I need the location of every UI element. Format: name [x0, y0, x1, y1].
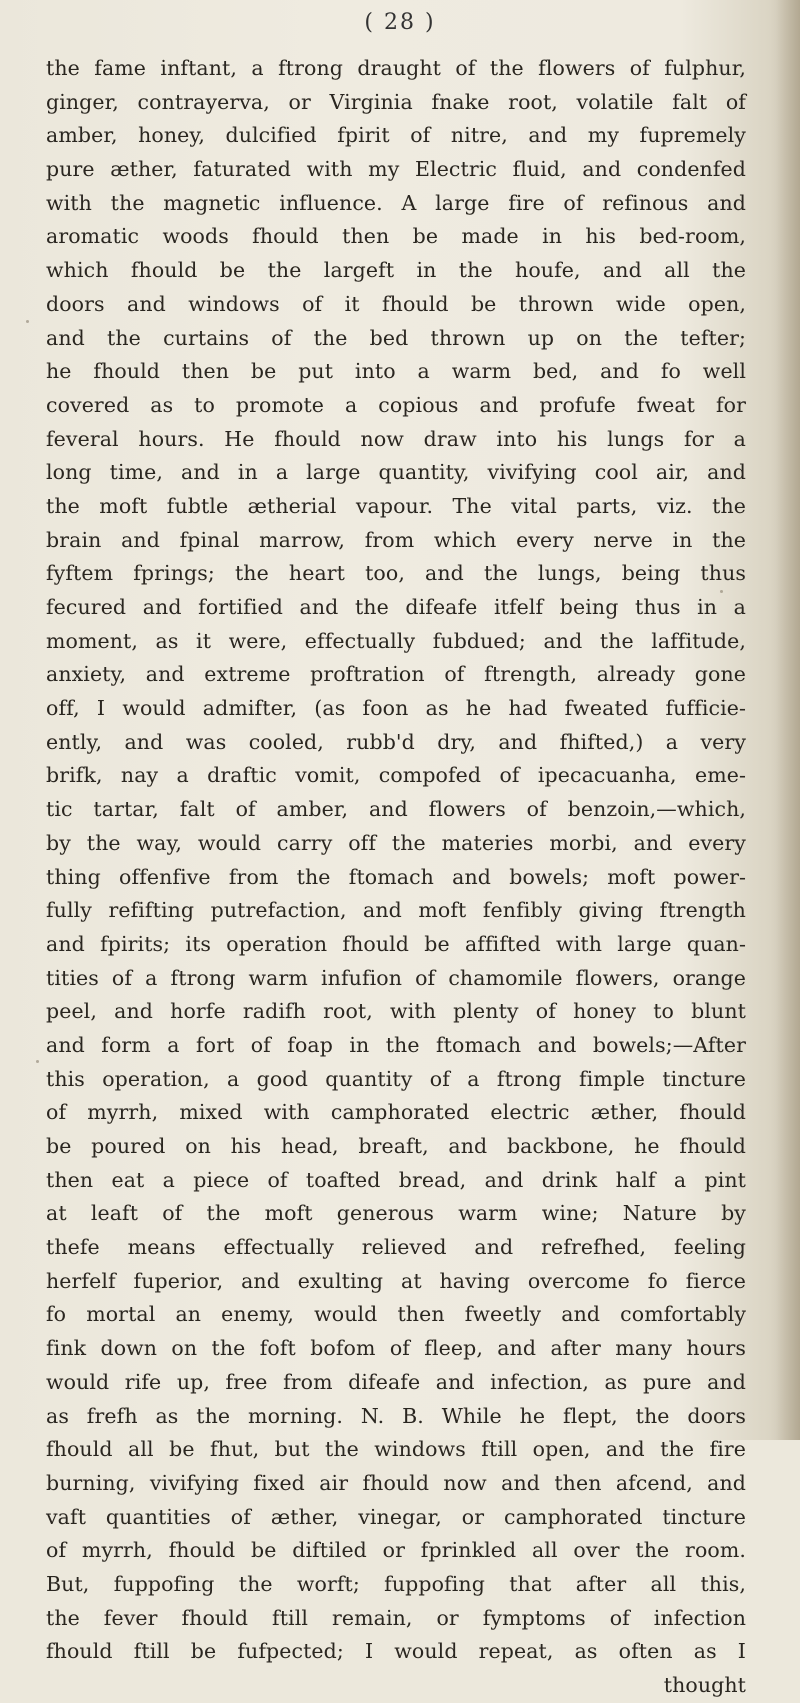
text-line: doors and windows of it fhould be thrown wide open, [46, 291, 746, 316]
body-text [46, 52, 746, 1703]
text-line: burning, vivifying fixed air fhould now and then afcend, and [46, 1470, 746, 1495]
text-line: moment, as it were, effectually fubdued; and the laffitude, [46, 628, 746, 653]
text-line: amber, honey, dulcified fpirit of nitre, and my fupremely [46, 123, 746, 148]
text-line: and fpirits; its operation fhould be affifted with large quan- [46, 931, 746, 956]
text-line: tic tartar, falt of amber, and flowers of benzoin,—which, [46, 797, 746, 822]
text-line: this operation, a good quantity of a ftrong fimple tincture [46, 1066, 746, 1091]
text-line: feveral hours. He fhould now draw into his lungs for a [46, 426, 746, 451]
text-line: long time, and in a large quantity, vivifying cool air, and [46, 460, 746, 485]
text-line: brifk, nay a draftic vomit, compofed of ipecacuanha, eme- [46, 763, 746, 788]
text-line: fully refifting putrefaction, and moft fenfibly giving ftrength [46, 898, 746, 923]
text-line: aromatic woods fhould then be made in his bed-room, [46, 224, 746, 249]
text-line: But, fuppofing the worft; fuppofing that after all this, [46, 1571, 746, 1596]
text-line: peel, and horfe radifh root, with plenty of honey to blunt [46, 999, 746, 1024]
text-line: fhould all be fhut, but the windows ftill open, and the fire [46, 1437, 746, 1462]
text-line: by the way, would carry off the materies morbi, and every [46, 830, 746, 855]
text-line: covered as to promote a copious and profufe fweat for [46, 392, 746, 417]
text-line: with the magnetic influence. A large fire of refinous and [46, 190, 746, 215]
text-line: as frefh as the morning. N. B. While he flept, the doors [46, 1403, 746, 1428]
text-line: fecured and fortified and the difeafe itfelf being thus in a [46, 595, 746, 619]
text-line: herfelf fuperior, and exulting at having overcome fo fierce [46, 1268, 746, 1293]
text-line: anxiety, and extreme proftration of ftrength, already gone [46, 662, 746, 687]
text-line: the fame inftant, a ftrong draught of the flowers of fulphur, [46, 56, 746, 80]
text-line: ently, and was cooled, rubb'd dry, and fhifted,) a very [46, 729, 746, 754]
text-line: fhould ftill be fufpected; I would repeat, as often as I [46, 1639, 746, 1664]
text-line: vaft quantities of æther, vinegar, or camphorated tincture [46, 1504, 746, 1529]
text-line: and form a fort of foap in the ftomach and bowels;—After [46, 1032, 746, 1057]
text-line: brain and fpinal marrow, from which every nerve in the [46, 527, 746, 552]
text-line: and the curtains of the bed thrown up on the tefter; [46, 325, 746, 350]
text-line: be poured on his head, breaft, and backbone, he fhould [46, 1134, 746, 1158]
text-line: which fhould be the largeft in the houfe, and all the [46, 258, 746, 283]
text-line: the moft fubtle ætherial vapour. The vital parts, viz. the [46, 493, 746, 518]
text-line: he fhould then be put into a warm bed, and fo well [46, 359, 746, 384]
text-line: fyftem fprings; the heart too, and the lungs, being thus [46, 561, 746, 586]
text-line: ginger, contrayerva, or Virginia fnake root, volatile falt of [46, 89, 746, 114]
text-line: tities of a ftrong warm infufion of chamomile flowers, orange [46, 965, 746, 990]
text-line: fo mortal an enemy, would then fweetly and comfortably [46, 1302, 746, 1327]
text-line: then eat a piece of toafted bread, and drink half a pint [46, 1167, 746, 1192]
text-line: at leaft of the moft generous warm wine; Nature by [46, 1201, 746, 1226]
text-line: would rife up, free from difeafe and infection, as pure and [46, 1369, 746, 1394]
text-line: off, I would admifter, (as foon as he had fweated fufficie- [46, 696, 746, 721]
paper-speck [36, 1060, 39, 1063]
text-line: of myrrh, fhould be diftiled or fprinkled all over the room. [46, 1538, 746, 1563]
page-number: ( 28 ) [364, 10, 436, 35]
text-line: thefe means effectually relieved and refrefhed, feeling [46, 1235, 746, 1260]
catchword: thought [663, 1673, 746, 1697]
paper-speck [720, 590, 723, 593]
text-line: pure æther, faturated with my Electric fluid, and condenfed [46, 157, 746, 182]
text-line: the fever fhould ftill remain, or fymptoms of infection [46, 1605, 746, 1630]
text-line: fink down on the foft bofom of fleep, and after many hours [46, 1336, 746, 1361]
text-line: of myrrh, mixed with camphorated electric æther, fhould [46, 1100, 746, 1125]
text-line: thing offenfive from the ftomach and bowels; moft power- [46, 864, 746, 889]
paper-speck [26, 320, 29, 323]
page-edge-shadow [770, 0, 800, 1440]
